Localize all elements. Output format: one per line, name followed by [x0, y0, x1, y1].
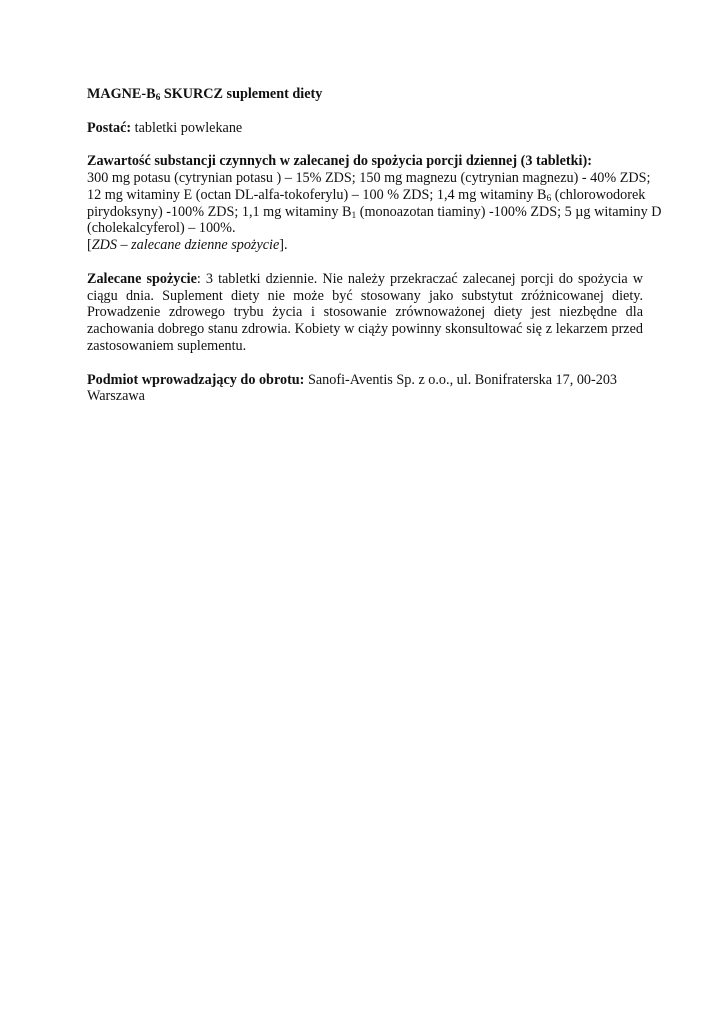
- dosage-paragraph: [87, 271, 643, 355]
- note-italic-text: ZDS – zalecane dzienne spożycie: [91, 237, 280, 254]
- ingredients-line-4: (cholekalcyferol) – 100%.: [87, 220, 236, 237]
- distributor-paragraph: [87, 372, 643, 406]
- distributor-label: Podmiot wprowadzający do obrotu:: [87, 371, 305, 388]
- distributor-address: Sanofi-Aventis Sp. z o.o., ul. Bonifraterska 17, 00-203: [304, 371, 618, 388]
- note-close-bracket: ].: [279, 237, 288, 254]
- dosage-label: Zalecane spożycie: [87, 270, 197, 287]
- form-value: tabletki powlekane: [131, 119, 243, 136]
- ingredients-line-2: [87, 186, 646, 204]
- product-title-part2: SKURCZ suplement diety: [160, 86, 323, 102]
- ingredients-line-3-a: pirydoksyny) -100% ZDS; 1,1 mg witaminy B: [87, 203, 352, 220]
- ingredients-line-2-b: (chlorowodorek: [551, 186, 646, 203]
- ingredients-note: [87, 237, 643, 254]
- form-paragraph: [87, 120, 643, 137]
- dosage-text: : 3 tabletki dziennie. Nie należy przekraczać zalecanej porcji do spożycia w ciągu dnia. Suplement diety nie może być stosowany jako substytut zróżnicowanej diety. Prowadzenie zdrowego trybu życia i stosowanie zrównoważonej diety jest niezbędne dla zachowania dobrego stanu zdrowia. Kobiety w ciąży powinny skonsultować się z lekarzem przed zastosowaniem suplementu.: [87, 270, 643, 354]
- ingredients-line-2-subscript: 6: [546, 193, 552, 204]
- product-title: [87, 86, 643, 103]
- ingredients-line-1: 300 mg potasu (cytrynian potasu ) – 15% ZDS; 150 mg magnezu (cytrynian magnezu) - 40% ZDS;: [87, 169, 651, 186]
- note-open-bracket: [: [87, 237, 92, 254]
- distributor-line-1: [87, 372, 643, 389]
- ingredients-paragraph: [87, 153, 662, 254]
- ingredients-line-3-subscript: 1: [351, 210, 357, 221]
- ingredients-line-2-a: 12 mg witaminy E (octan DL-alfa-tokoferylu) – 100 % ZDS; 1,4 mg witaminy B: [87, 186, 547, 203]
- ingredients-line-3-b: (monoazotan tiaminy) -100% ZDS; 5 µg witaminy D: [356, 203, 662, 220]
- product-title-subscript: 6: [155, 93, 161, 103]
- ingredients-heading: Zawartość substancji czynnych w zalecanej do spożycia porcji dziennej (3 tabletki):: [87, 153, 592, 170]
- product-title-part1: MAGNE-B: [87, 86, 156, 102]
- ingredients-line-3: [87, 203, 662, 221]
- document-page: [87, 86, 662, 422]
- form-label: Postać:: [87, 119, 132, 136]
- distributor-city: Warszawa: [87, 388, 145, 405]
